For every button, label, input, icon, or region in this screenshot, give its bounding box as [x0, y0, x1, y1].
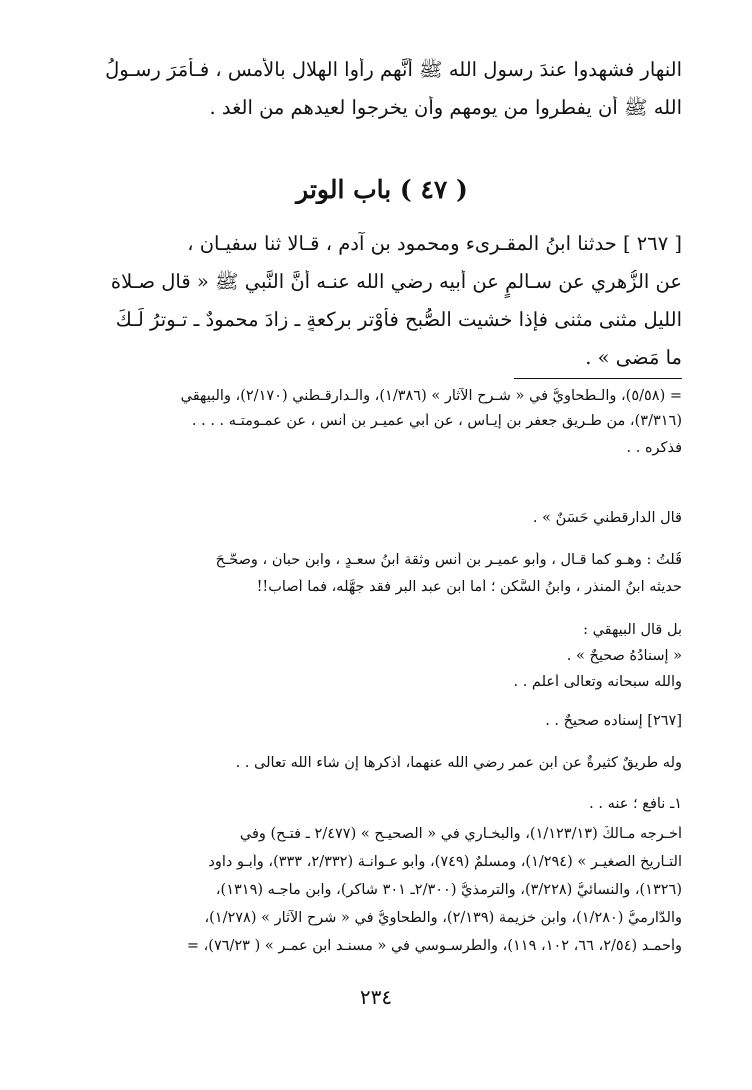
- footnote-bayhaqi-line-1: بل قال البيهقي :: [583, 622, 682, 638]
- page-number: ٢٣٤: [359, 985, 393, 1009]
- footnote-takhrij-line-1: أخـرجه مـالكٌ (١/١٢٣/١٣)، والبخـاري في « الصحيـح » (٢/٤٧٧ ـ فتـح) وفي: [239, 826, 682, 842]
- top-paragraph-line-2: الله ﷺ أن يفطروا من يومهم وأن يخرجوا لعيدهم من الغد .: [209, 96, 682, 119]
- footnote-continuation-line-1: = (٥/٥٨)، والـطحاويُّ في « شـرح الآثار » (١/٣٨٦)، والـدارقـطني (٢/١٧٠)، والبيهقي: [180, 388, 682, 404]
- footnote-bayhaqi-line-2: « إسنادُهُ صحيحٌ » .: [566, 648, 682, 664]
- top-paragraph-line-1: النهار فشهدوا عندَ رسول الله ﷺ أنَّهم رأوا الهلال بالأمس ، فـأمَرَ رسـولُ: [105, 58, 682, 81]
- hadith-line-4: ما مَضى » .: [585, 346, 682, 369]
- footnote-nafi: ١ـ نافع ؛ عنه . .: [589, 796, 682, 812]
- footnote-qultu-line-1: قُلْتُ : وهـو كما قـال ، وأبو عميـر بن أنسٍ وثقة ابنُ سعـدٍ ، وابن حبان ، وصحَّـحَ: [215, 552, 682, 568]
- footnote-takhrij-line-2: التـاريخ الصغيـر » (١/٢٩٤)، ومسلمٌ (٧٤٩)، وأبو عـوانـة (٢/٣٣٢، ٣٣٣)، وأبـو داود: [208, 854, 682, 870]
- footnote-continuation-line-2: (٣/٣١٦)، من طـريق جعفر بن إيـاسٍ ، عن أبي عميـر بن أنس ، عن عمـومتـه . . . .: [191, 413, 682, 429]
- footnote-takhrij-line-4: والدَّارميُّ (١/٢٨٠)، وابن خزيمة (٢/١٣٩)، والطحاويُّ في « شرح الآثار » (١/٢٧٨)،: [204, 910, 682, 926]
- footnote-takhrij-line-3: (١٣٢٦)، والنسائيُّ (٣/٢٢٨)، والترمذيُّ (٢/٣٠٠ـ ٣٠١ شاكر)، وابن ماجـه (١٣١٩)،: [215, 882, 682, 898]
- hadith-line-2: عن الزُّهري عن سـالمٍ عن أبيه رضي الله عنـه أنَّ النَّبي ﷺ « قال صـلاة: [110, 270, 682, 293]
- footnote-continuation-line-3: فذكره . .: [626, 440, 682, 456]
- chapter-heading: ( ٤٧ ) باب الوتر: [296, 175, 468, 204]
- footnote-takhrij-line-5: وأحمـد (٢/٥٤، ٦٦، ١٠٢، ١١٩)، والطرسـوسي في « مسنـد ابن عمـر » ( ٧٦/٢٣)، =: [186, 938, 682, 954]
- footnote-daraqutni: قال الدارقطني حَسَنٌ » .: [532, 510, 682, 526]
- hadith-line-3: الليل مثنى مثنى فإذا خشيت الصُّبح فأوْتر بركعةٍ ـ زادَ محمودٌ ـ تـوترُ لَـكَ: [115, 308, 682, 331]
- footnote-separator: [514, 378, 682, 379]
- hadith-line-1: [ ٢٦٧ ] حدثنا ابنُ المقـرىء ومحمود بن آدم ، قـالا ثنا سفيـان ،: [187, 232, 682, 255]
- footnote-qultu-line-2: حديثه ابنُ المنذر ، وابنُ السَّكن ؛ أما ابن عبد البر فقد جهَّله، فما أصاب!!: [256, 579, 682, 595]
- footnote-bayhaqi-line-3: والله سبحانه وتعالى أعلم . .: [513, 674, 682, 690]
- footnote-turuq: وله طريقٌ كثيرةٌ عن ابن عمر رضي الله عنهما، أذكرها إن شاء الله تعالى . .: [235, 755, 682, 771]
- footnote-isnad: [٢٦٧] إسناده صحيحٌ . .: [545, 713, 682, 729]
